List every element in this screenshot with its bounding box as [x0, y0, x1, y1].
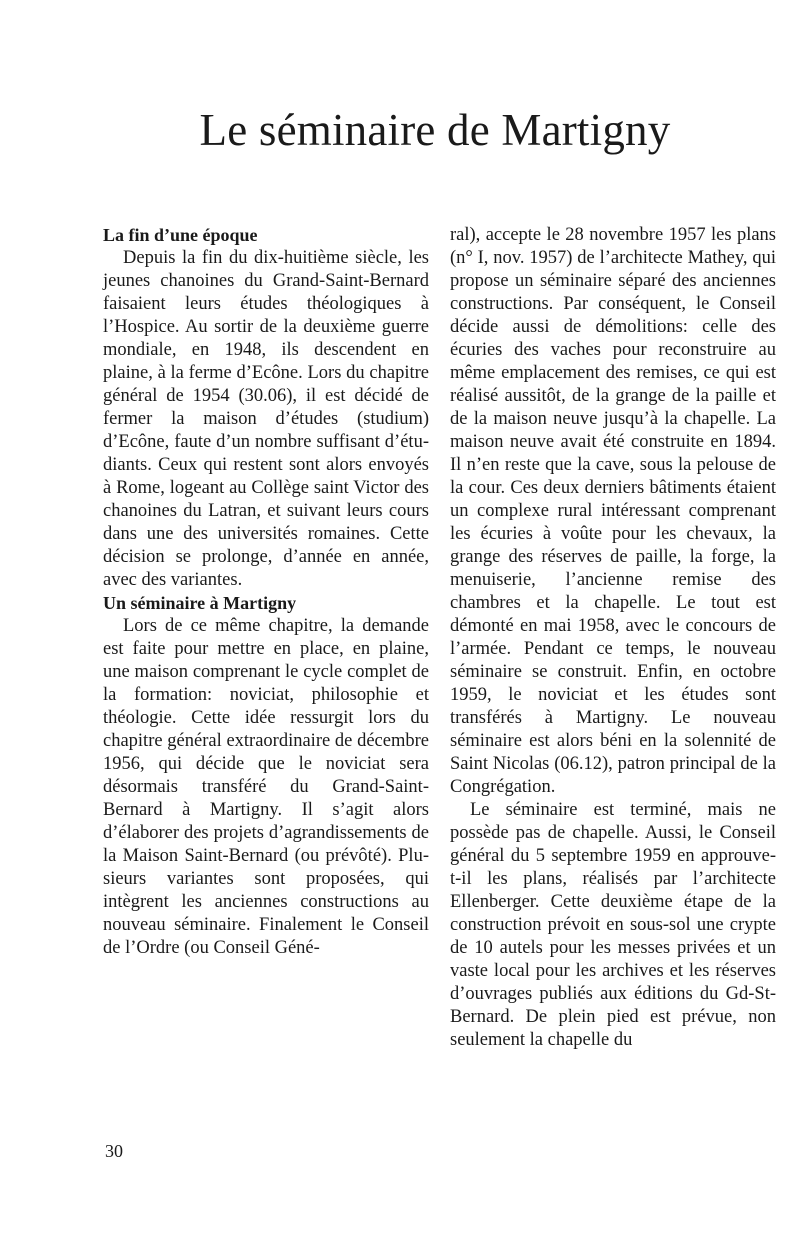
paragraph-seminaire-start: Lors de ce même chapitre, la demande est faite pour mettre en place, en plaine, une maison comprenant le cycle complet de la formation: noviciat, philosophie et théologie. Cette idée ressurgit lors du chapitre général extraordinaire de décembre 1956, qui décide que le noviciat sera désormais transféré du Grand-Saint-Bernard à Martigny. Il s’agit alors d’élaborer des projets d’agrandissements de la Maison Saint-Bernard (ou prévôté). Plusieurs variantes sont proposées, qui intègrent les anciennes constructions au nouveau séminaire. Finalement le Conseil de l’Ordre (ou Conseil Géné- [103, 616, 429, 958]
paragraph-fin-epoque: Depuis la fin du dix-huitième siècle, les jeunes chanoines du Grand-Saint-Bernard faisaient leurs études théologiques à l’Hospice. Au sortir de la deuxième guerre mondiale, en 1948, ils descendent en plaine, à la ferme d’Ecône. Lors du chapitre général de 1954 (30.06), il est décidé de fermer la maison d’études (studium) d’Ecône, faute d’un nombre suffisant d’étudiants. Ceux qui restent sont alors envoyés à Rome, logeant au Collège saint Victor des chanoines du Latran, et suivant leurs cours dans une des universités romaines. Cette décision se prolonge, d’année en année, avec des variantes. [103, 248, 429, 590]
page-title: Le séminaire de Martigny [199, 105, 671, 155]
section-heading-fin-epoque: La fin d’une époque [103, 225, 258, 245]
paragraph-seminaire-continued: ral), accepte le 28 novembre 1957 les plans (n° I, nov. 1957) de l’architecte Mathey, qui propose un séminaire séparé des anciennes constructions. Par conséquent, le Conseil décide aussi de démolitions: celle des écuries des vaches pour reconstruire au même emplacement des remises, ce qui est réalisé aussitôt, de la grange de la paille et de la maison neuve jusqu’à la chapelle. La maison neuve avait été construite en 1894. Il n’en reste que la cave, sous la pelouse de la cour. Ces deux derniers bâtiments étaient un complexe rural intéressant comprenant les écuries à voûte pour les chevaux, la grange des réserves de paille, la forge, la menuiserie, l’ancienne remise des chambres et la chapelle. Le tout est démonté en mai 1958, avec le concours de l’armée. Pendant ce temps, le nouveau séminaire se construit. Enfin, en octobre 1959, le noviciat et les études sont transférés à Martigny. Le nouveau séminaire est alors béni en la solennité de Saint Nicolas (06.12), patron principal de la Congrégation. [450, 225, 776, 797]
paragraph-chapelle: Le séminaire est terminé, mais ne possède pas de chapelle. Aussi, le Conseil général du 5 septembre 1959 en approuve-t-il les plans, réalisés par l’architecte Ellenberger. Cette deuxième étape de la construction prévoit en sous-sol une crypte de 10 autels pour les messes privées et un vaste local pour les archives et les réserves d’ouvrages publiés aux éditions du Gd-St-Bernard. De plein pied est prévue, non seulement la chapelle du [450, 800, 776, 1050]
left-column [103, 224, 429, 960]
page-number: 30 [105, 1141, 123, 1161]
section-heading-seminaire-martigny: Un séminaire à Martigny [103, 593, 297, 613]
right-column [450, 224, 776, 1052]
